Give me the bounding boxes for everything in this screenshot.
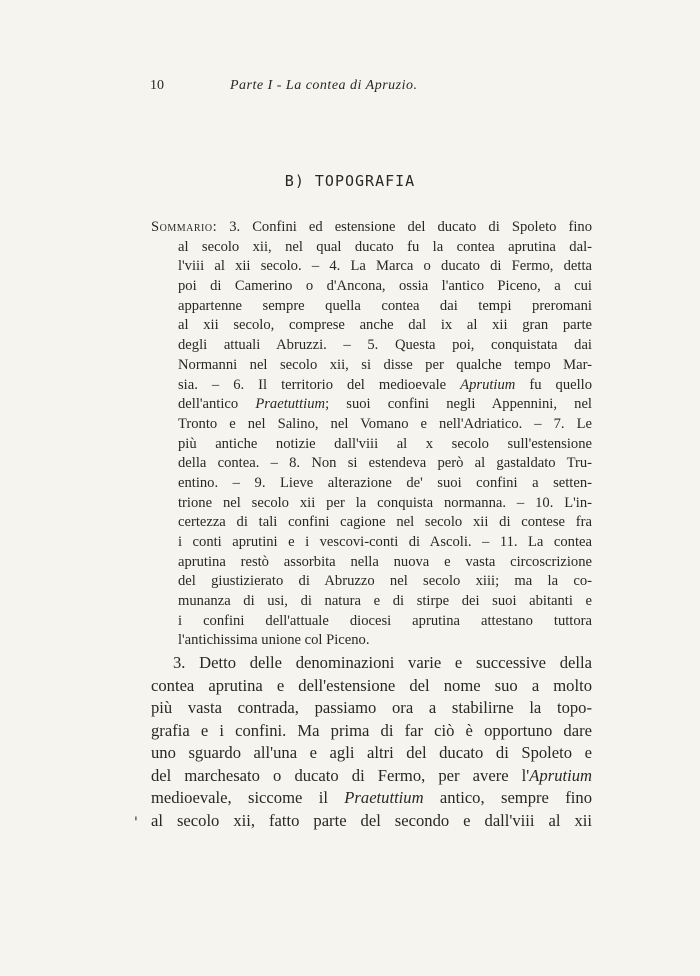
body-line: al secolo xii, fatto parte del secondo e dall'viii al xii	[151, 810, 592, 830]
summary-line: dell'antico Praetuttium; suoi confini negli Appennini, nel	[178, 396, 592, 413]
body-line: del marchesato o ducato di Fermo, per avere l'Aprutium	[151, 765, 592, 785]
summary-line: trione nel secolo xii per la conquista normanna. – 10. L'in-	[178, 494, 592, 511]
summary-line: munanza di usi, di natura e di stirpe dei suoi abitanti e	[178, 593, 592, 610]
body-line: 3. Detto delle denominazioni varie e successive della	[173, 653, 592, 672]
margin-mark: '	[134, 815, 138, 831]
summary-line: aprutina restò assorbita nella nuova e vasta circoscrizione	[178, 553, 592, 570]
summary-label: Sommario:	[151, 219, 218, 235]
body-line: grafia e i confini. Ma prima di far ciò è opportuno dare	[151, 720, 592, 740]
summary-line: del giustizierato di Abruzzo nel secolo xiii; ma la co-	[178, 573, 592, 590]
italic-term: Aprutium	[529, 765, 592, 785]
summary-line: Tronto e nel Salino, nel Vomano e nell'Adriatico. – 7. Le	[178, 415, 592, 432]
summary-line: Sommario: 3. Confini ed estensione del ducato di Spoleto fino	[151, 219, 592, 235]
summary-line: i conti aprutini e i vescovi-conti di Ascoli. – 11. La contea	[178, 534, 592, 550]
summary-block	[151, 218, 592, 651]
summary-line: sia. – 6. Il territorio del medioevale Aprutium fu quello	[178, 376, 593, 393]
italic-term: Aprutium	[460, 376, 516, 393]
summary-line: degli attuali Abruzzi. – 5. Questa poi, conquistata dai	[178, 337, 592, 354]
italic-term: Praetuttium	[255, 396, 326, 413]
summary-line: i confini dell'attuale diocesi aprutina attestano tuttora	[178, 612, 592, 629]
body-line: uno sguardo all'una e agli altri del ducato di Spoleto e	[151, 743, 592, 762]
summary-line: al xii secolo, comprese anche dal ix al xii gran parte	[178, 317, 592, 334]
running-head	[150, 78, 570, 100]
summary-line: al secolo xii, nel qual ducato fu la contea aprutina dal-	[178, 238, 592, 255]
page-number: 10	[150, 78, 164, 93]
summary-line: più antiche notizie dall'viii al x secolo sull'estensione	[178, 435, 592, 452]
body-line: medioevale, siccome il Praetuttium antico, sempre fino	[151, 788, 592, 807]
summary-line: l'antichissima unione col Piceno.	[178, 632, 370, 649]
italic-term: Praetuttium	[344, 788, 424, 807]
summary-line: della contea. – 8. Non si estendeva però al gastaldato Tru-	[178, 455, 592, 472]
body-paragraph	[151, 652, 592, 832]
running-title: Parte I - La contea di Apruzio.	[230, 78, 418, 93]
summary-line: l'viii al xii secolo. – 4. La Marca o ducato di Fermo, detta	[178, 258, 592, 275]
summary-line: certezza di tali confini cagione nel secolo xii di contese fra	[178, 514, 592, 531]
section-title: B) TOPOGRAFIA	[284, 172, 416, 190]
summary-line: entino. – 9. Lieve alterazione de' suoi confini a setten-	[178, 474, 592, 491]
summary-line: appartenne sempre quella contea dai tempi preromani	[178, 297, 592, 314]
body-line: più vasta contrada, passiamo ora a stabilirne la topo-	[151, 698, 592, 717]
summary-line: poi di Camerino o d'Ancona, ossia l'antico Piceno, a cui	[178, 278, 592, 295]
summary-line: Normanni nel secolo xii, si disse per qualche tempo Mar-	[178, 356, 592, 373]
body-line: contea aprutina e dell'estensione del nome suo a molto	[151, 675, 592, 695]
